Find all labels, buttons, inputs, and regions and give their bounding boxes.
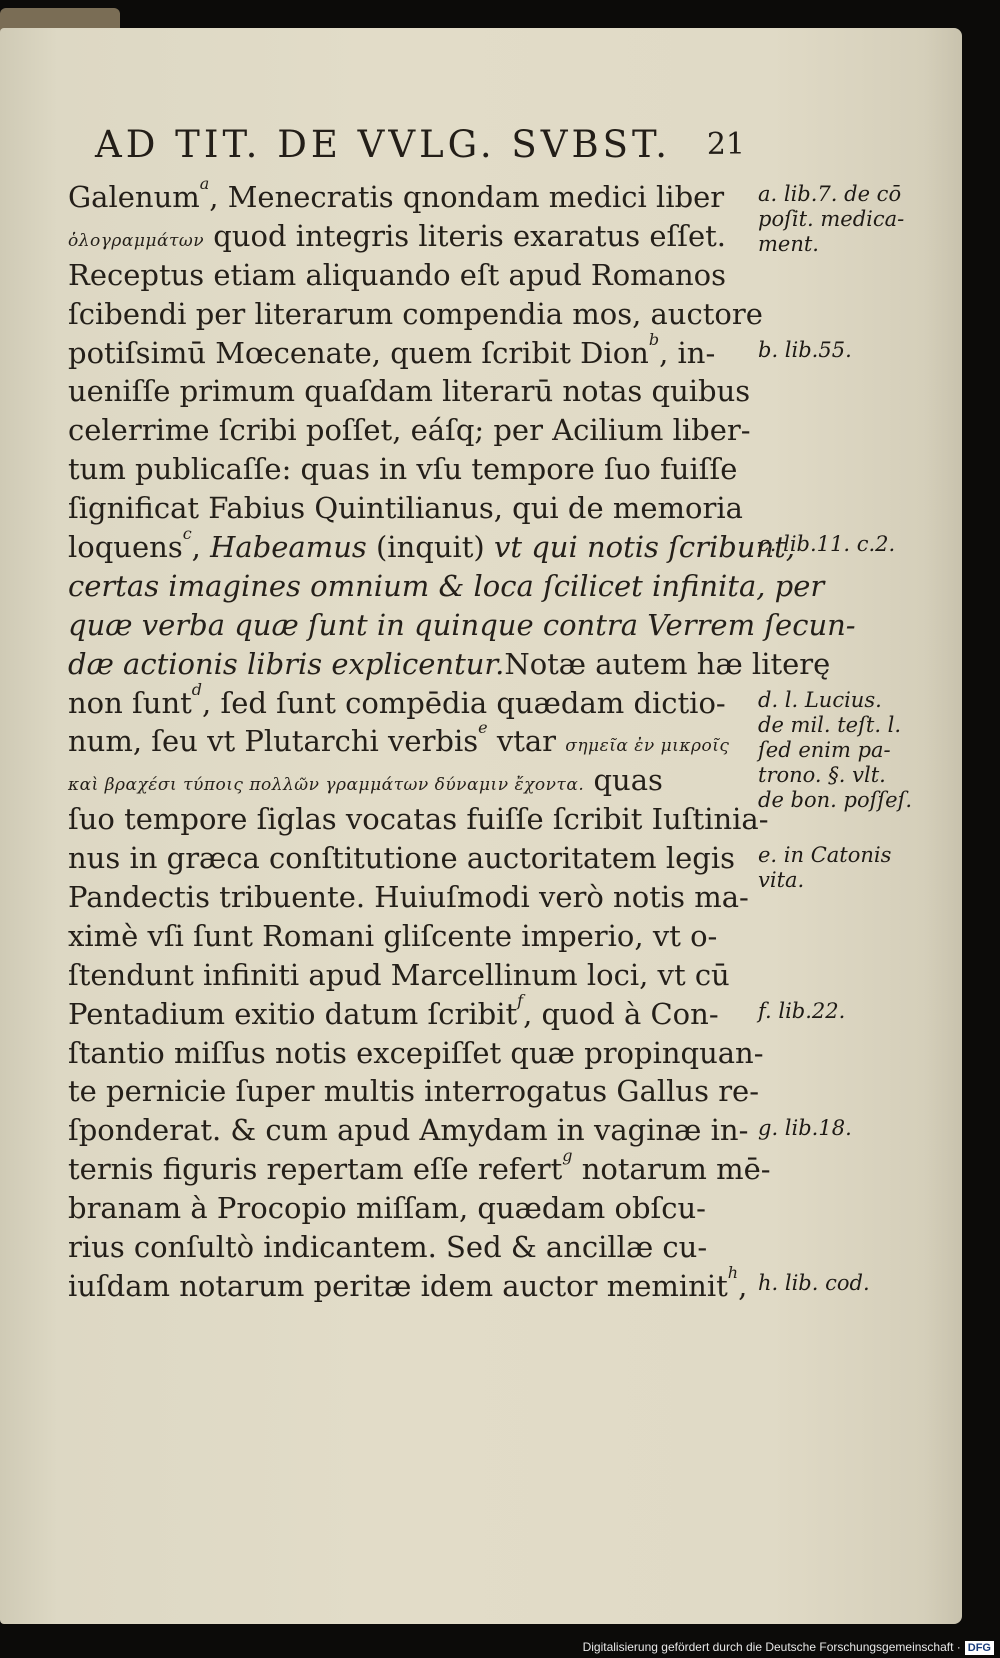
text-span: ternis figuris repertam eſſe refert xyxy=(68,1152,563,1187)
margin-note xyxy=(758,182,958,257)
margin-note-line: vita. xyxy=(758,868,805,893)
text-line xyxy=(68,990,758,1034)
text-span: ſponderat. & cum apud Amydam in vaginæ in- xyxy=(68,1113,749,1148)
book-page xyxy=(0,28,962,1624)
text-span: ueniſſe primum quaſdam literarū notas quibus xyxy=(68,374,751,409)
text-line xyxy=(68,411,758,450)
text-line xyxy=(68,839,758,878)
text-line xyxy=(68,1189,758,1228)
text-span: loquens xyxy=(68,530,183,565)
text-span: certas imagines omnium & loca ſcilicet infinita, per xyxy=(68,568,825,603)
footnote-marker: e xyxy=(478,718,488,738)
text-span: ſignificat Fabius Quintilianus, qui de memoria xyxy=(68,491,743,526)
text-span: ximè vſi ſunt Romani gliſcente imperio, vt o- xyxy=(68,918,718,953)
margin-note-line: e. in Catonis xyxy=(758,843,892,868)
footer-bar xyxy=(0,1636,1000,1658)
text-line xyxy=(68,1228,758,1267)
page-number: 21 xyxy=(706,127,745,162)
text-line xyxy=(68,1111,758,1150)
text-span: Notæ autem hæ literę xyxy=(504,646,831,681)
text-span: vtar xyxy=(487,724,566,759)
margin-note xyxy=(758,999,958,1024)
text-line xyxy=(68,489,758,528)
text-line xyxy=(68,878,758,917)
margin-note xyxy=(758,338,958,363)
text-span: te pernicie ſuper multis interrogatus Gallus re- xyxy=(68,1074,760,1109)
text-line xyxy=(68,174,758,217)
text-span: ſcibendi per literarum compendia mos, auctore xyxy=(68,296,763,331)
text-span: tum publicaſſe: quas in vſu tempore ſuo fuiſſe xyxy=(68,452,738,487)
margin-note xyxy=(758,688,958,813)
margin-note-line: trono. §. vlt. xyxy=(758,762,886,787)
running-title: AD TIT. DE VVLG. SVBST. xyxy=(95,123,672,166)
margin-note xyxy=(758,843,958,893)
footnote-marker: a xyxy=(199,174,210,193)
text-line xyxy=(68,524,796,567)
text-span: , in- xyxy=(659,335,716,370)
text-line xyxy=(68,1262,758,1306)
text-line xyxy=(68,567,825,606)
margin-note-line: f. lib.22. xyxy=(758,998,846,1023)
footnote-marker: b xyxy=(648,329,660,349)
text-line xyxy=(68,800,769,839)
text-span: num, ſeu vt Plutarchi verbis xyxy=(68,724,479,759)
margin-note-line: c. lib.11. c.2. xyxy=(758,532,896,557)
text-span: Receptus etiam aliquando eſt apud Romanos xyxy=(68,257,726,292)
margin-note-line: b. lib.55. xyxy=(758,337,852,362)
footer-credit: Digitalisierung gefördert durch die Deutsche Forschungsgemeinschaft · xyxy=(582,1640,961,1654)
margin-note-line: a. lib.7. de cō xyxy=(758,182,902,206)
margin-note-line: g. lib.18. xyxy=(758,1115,852,1140)
text-line xyxy=(68,917,758,956)
text-span: celerrime ſcribi poſſet, eáſq; per Acilium liber- xyxy=(68,413,751,448)
text-span: ſtendunt infiniti apud Marcellinum loci, vt cū xyxy=(68,957,730,992)
text-line xyxy=(68,606,856,645)
text-span: , ſed ſunt compēdia quædam dictio- xyxy=(202,685,726,720)
text-line xyxy=(68,256,758,295)
margin-note-line: de bon. poſſeſ. xyxy=(758,787,913,812)
greek-text: καὶ βραχέσι τύποις πολλῶν γραμμάτων δύναμιν ἔχοντα. xyxy=(68,775,585,796)
margin-note-line: ment. xyxy=(758,232,819,256)
footnote-marker: h xyxy=(727,1262,739,1282)
text-span: , xyxy=(191,530,211,565)
text-line xyxy=(68,679,758,723)
footnote-marker: c xyxy=(182,524,192,544)
text-span: Pandectis tribuente. Huiuſmodi verò notis ma- xyxy=(68,880,749,915)
text-line xyxy=(68,718,758,761)
text-span: non ſunt xyxy=(68,685,192,720)
text-span: branam à Procopio miſſam, quædam obſcu- xyxy=(68,1191,706,1226)
margin-note-line: ſed enim pa- xyxy=(758,737,891,762)
text-span: ſtantio miſſus notis excepiſſet quæ propinquan- xyxy=(68,1035,764,1070)
dfg-logo: DFG xyxy=(965,1641,994,1655)
text-span: rius conſultò indicantem. Sed & ancillæ cu- xyxy=(68,1230,708,1265)
text-line xyxy=(68,1072,758,1111)
text-line xyxy=(68,295,763,334)
text-line xyxy=(68,329,758,373)
running-header xyxy=(95,123,745,173)
greek-text: ὁλογραμμάτων xyxy=(68,230,205,251)
text-span: quas xyxy=(584,763,663,798)
margin-note-line: d. l. Lucius. xyxy=(758,687,882,712)
text-span: notarum mē- xyxy=(572,1152,771,1187)
text-span: potiſsimū Mœcenate, quem ſcribit Dion xyxy=(68,335,649,370)
footnote-marker: g xyxy=(562,1146,573,1166)
text-line xyxy=(68,372,758,411)
text-span: Pentadium exitio datum ſcribit xyxy=(68,996,518,1031)
text-span: dæ actionis libris explicentur. xyxy=(68,646,505,681)
margin-note xyxy=(758,532,958,557)
margin-note xyxy=(758,1271,958,1296)
text-span: ſuo tempore ſiglas vocatas fuiſſe ſcribit Iuſtinia- xyxy=(68,802,769,837)
margin-note-line: poſit. medica- xyxy=(758,207,905,231)
text-span: vt qui notis ſcribunt, xyxy=(493,530,796,565)
text-span: nus in græca conſtitutione auctoritatem legis xyxy=(68,841,735,876)
text-span: Galenum xyxy=(68,180,200,214)
text-line xyxy=(68,1034,764,1073)
footnote-marker: d xyxy=(191,679,203,699)
margin-note xyxy=(758,1116,958,1141)
margin-note-line: h. lib. cod. xyxy=(758,1271,870,1296)
text-span: (inquit) xyxy=(366,530,494,565)
text-span: quod integris literis exaratus eſſet. xyxy=(204,218,726,253)
text-line xyxy=(68,1146,771,1189)
text-line xyxy=(68,761,758,800)
greek-text: σημεῖα ἐν μικροῖς xyxy=(565,736,730,757)
text-span: , Menecratis qnondam medici liber xyxy=(209,180,725,214)
text-span: quæ verba quæ ſunt in quinque contra Verrem ſecun- xyxy=(68,607,856,642)
text-line xyxy=(68,450,758,489)
text-span: , quod à Con- xyxy=(523,996,719,1031)
footnote-marker: f xyxy=(517,990,524,1010)
text-span: , xyxy=(738,1268,748,1303)
text-span: iuſdam notarum peritæ idem auctor meminit xyxy=(68,1268,728,1303)
text-line xyxy=(68,956,758,995)
text-span: Habeamus xyxy=(210,530,367,565)
text-line xyxy=(68,645,831,684)
margin-note-line: de mil. teſt. l. xyxy=(758,712,902,737)
text-line xyxy=(68,217,758,256)
